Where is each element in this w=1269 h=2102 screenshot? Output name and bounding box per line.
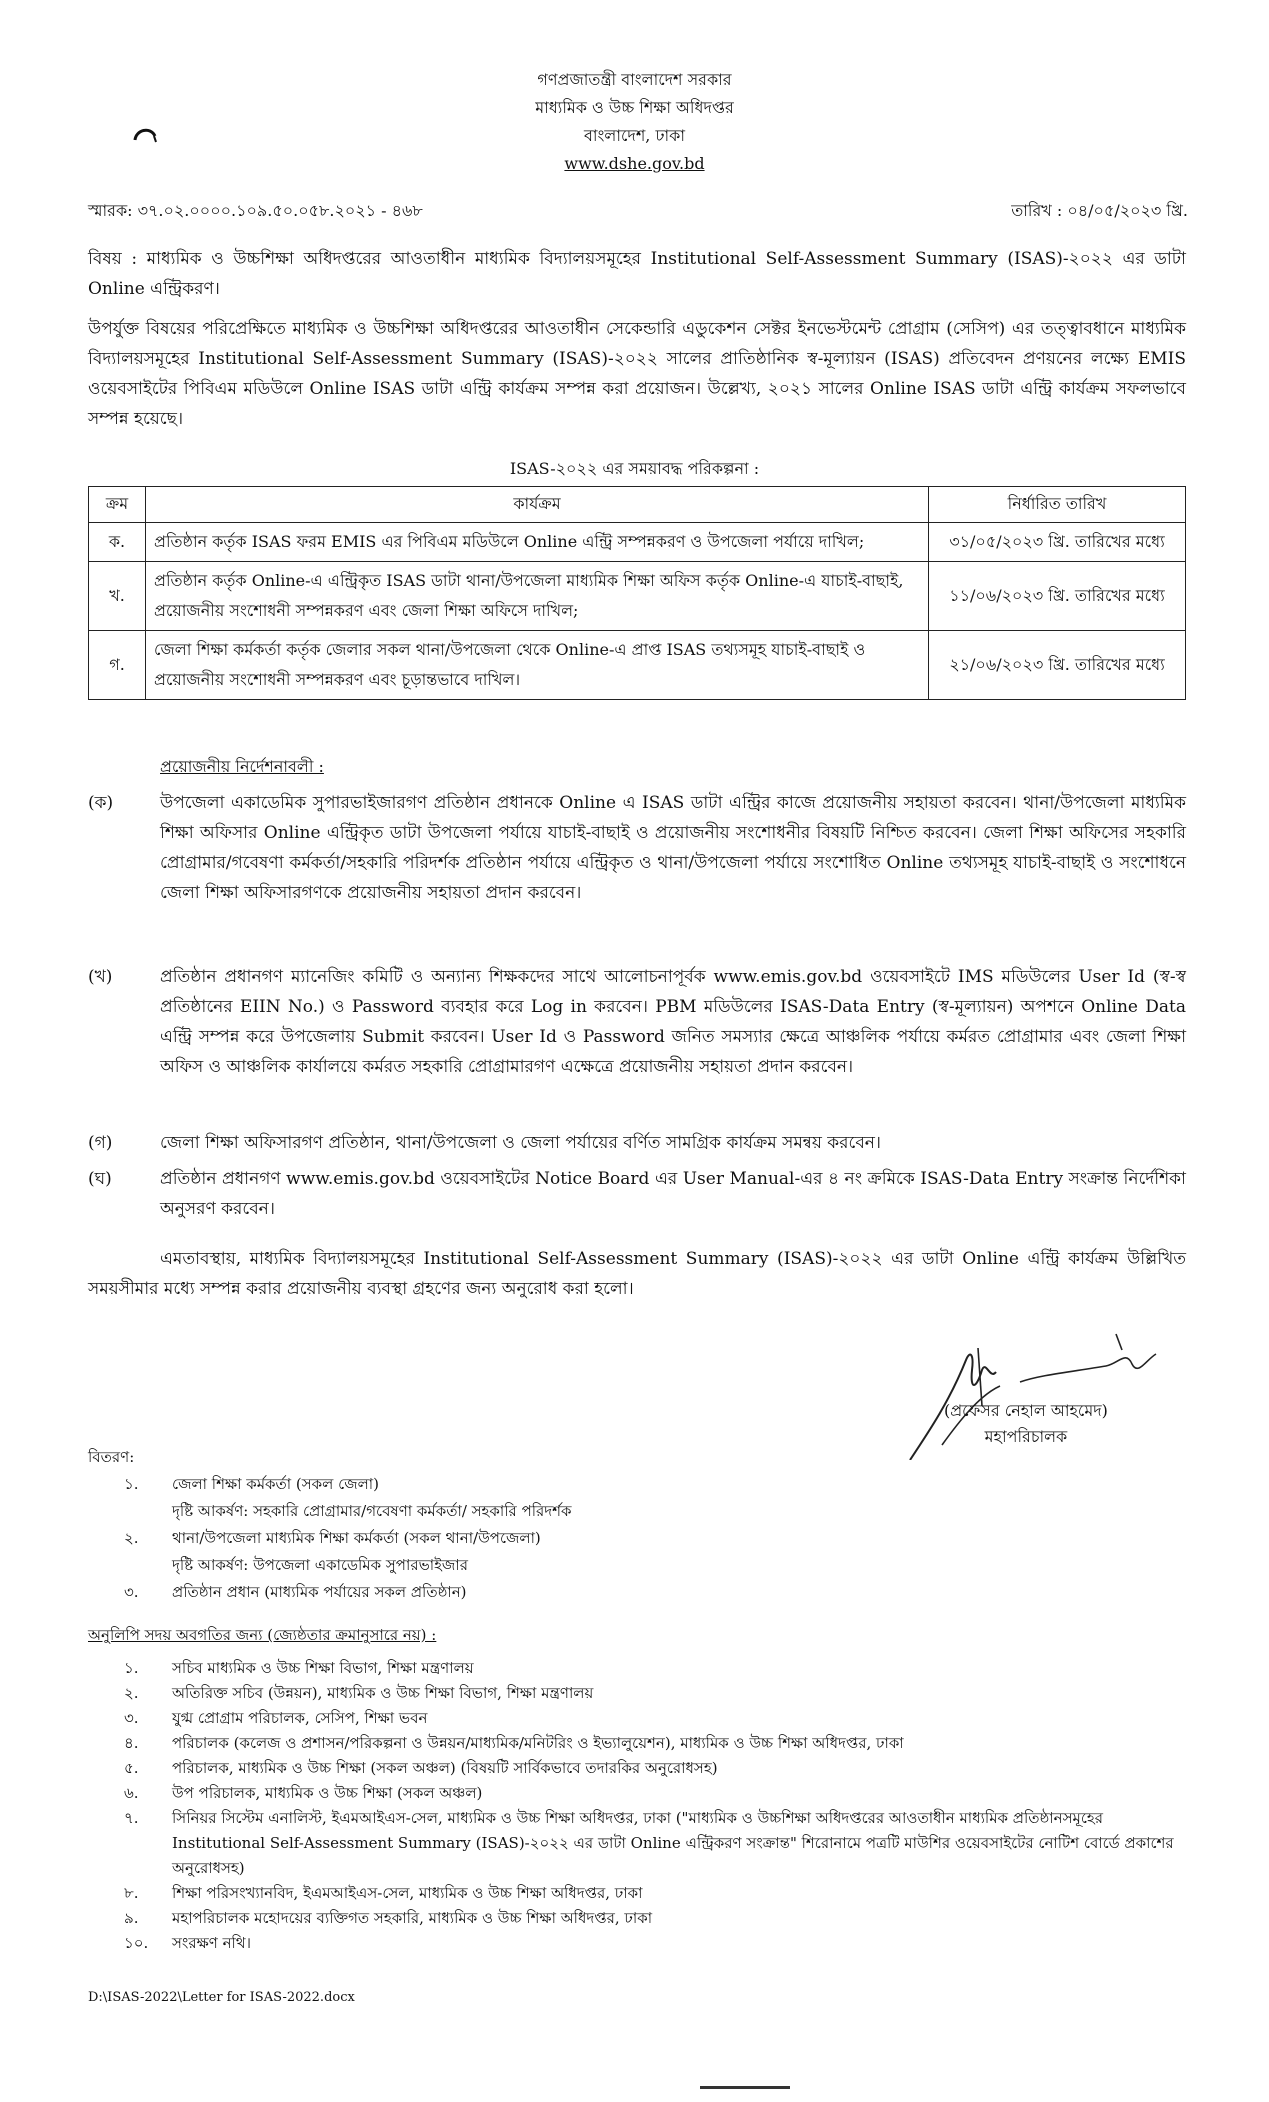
list-item: [88, 1706, 1188, 1731]
row-sl: গ.: [89, 631, 146, 700]
list-text: পরিচালক, মাধ্যমিক ও উচ্চ শিক্ষা (সকল অঞ্চল) (বিষয়টি সার্বিকভাবে তদারকির অনুরোধসহ): [172, 1759, 718, 1777]
plan-title: ISAS-২০২২ এর সময়াবদ্ধ পরিকল্পনা :: [509, 459, 760, 478]
list-note: দৃষ্টি আকর্ষণ: উপজেলা একাডেমিক সুপারভাইজার: [172, 1556, 468, 1574]
memo-reference: স্মারক: ৩৭.০২.০০০০.১০৯.৫০.০৫৮.২০২১ - ৪৬৮: [88, 201, 423, 220]
list-text: অতিরিক্ত সচিব (উন্নয়ন), মাধ্যমিক ও উচ্চ শিক্ষা বিভাগ, শিক্ষা মন্ত্রণালয়: [172, 1684, 594, 1702]
list-number: ২.: [124, 1529, 139, 1547]
list-item: [88, 1756, 1188, 1781]
list-number: ১.: [124, 1659, 139, 1677]
list-number: ৩.: [124, 1583, 139, 1601]
divider: [700, 2086, 790, 2089]
instruction-text: প্রতিষ্ঠান প্রধানগণ www.emis.gov.bd ওয়েবসাইটের Notice Board এর User Manual-এর ৪ নং ক্রমিকে ISAS-Data Entry সংক্রান্ত নির্দেশিকা অনুসরণ করবেন।: [160, 1169, 1186, 1219]
file-path: D:\ISAS-2022\Letter for ISAS-2022.docx: [88, 1990, 355, 2005]
subject-line: বিষয় : মাধ্যমিক ও উচ্চশিক্ষা অধিদপ্তরের আওতাধীন মাধ্যমিক বিদ্যালয়সমূহের Institutional Self-Assessment Summary (ISAS)-২০২২ এর ডাটা Online এন্ট্রিকরণ।: [88, 249, 1186, 299]
list-item: [88, 1906, 1188, 1931]
list-text: মহাপরিচালক মহোদয়ের ব্যক্তিগত সহকারি, মাধ্যমিক ও উচ্চ শিক্ষা অধিদপ্তর, ঢাকা: [172, 1909, 653, 1927]
list-item: [88, 1806, 1188, 1881]
copies-list: [88, 1656, 1188, 1956]
list-item: [88, 1881, 1188, 1906]
plan-table: [88, 486, 1186, 700]
list-text: জেলা শিক্ষা কর্মকর্তা (সকল জেলা): [172, 1475, 380, 1493]
list-item: [88, 1781, 1188, 1806]
signatory-name: (প্রফেসর নেহাল আহমেদ): [944, 1401, 1108, 1420]
list-text: উপ পরিচালক, মাধ্যমিক ও উচ্চ শিক্ষা (সকল অঞ্চল): [172, 1784, 483, 1802]
website-link[interactable]: www.dshe.gov.bd: [564, 154, 705, 173]
list-item: [88, 1931, 1188, 1956]
list-number: ১.: [124, 1475, 139, 1493]
list-item: [88, 1731, 1188, 1756]
list-number: ৭.: [124, 1809, 139, 1827]
list-number: ৮.: [124, 1884, 139, 1902]
list-number: ২.: [124, 1684, 139, 1702]
instruction-item: [88, 1128, 1186, 1158]
col-activity: কার্যক্রম: [146, 487, 929, 523]
distribution-list: [88, 1444, 1188, 1606]
copies-title: অনুলিপি সদয় অবগতির জন্য (জ্যেষ্ঠতার ক্রমানুসারে নয়) :: [88, 1626, 437, 1644]
list-text: পরিচালক (কলেজ ও প্রশাসন/পরিকল্পনা ও উন্নয়ন/মাধ্যমিক/মনিটরিং ও ইভ্যালুয়েশন), মাধ্যমিক ও উচ্চ শিক্ষা অধিদপ্তর, ঢাকা: [172, 1734, 904, 1752]
signatory-designation: মহাপরিচালক: [984, 1427, 1068, 1446]
instruction-text: উপজেলা একাডেমিক সুপারভাইজারগণ প্রতিষ্ঠান প্রধানকে Online এ ISAS ডাটা এন্ট্রির কাজে প্রয়োজনীয় সহায়তা করবেন। থানা/উপজেলা মাধ্যমিক শিক্ষা অফিসার Online এন্ট্রিকৃত ডাটা উপজেলা পর্যায়ে যাচাই-বাছাই ও প্রয়োজনীয় সংশোধনীর বিষয়টি নিশ্চিত করবেন। জেলা শিক্ষা অফিসের সহকারি প্রোগ্রামার/গবেষণা কর্মকর্তা/সহকারি পরিদর্শক প্রতিষ্ঠান পর্যায়ে এন্ট্রিকৃত ও থানা/উপজেলা পর্যায়ে সংশোধিত Online তথ্যসমূহ যাচাই-বাছাই ও সংশোধনে জেলা শিক্ষা অফিসারগণকে প্রয়োজনীয় সহায়তা প্রদান করবেন।: [160, 793, 1186, 903]
instruction-item: [88, 1164, 1186, 1224]
instruction-number: (গ): [88, 1133, 113, 1153]
distribution-label: বিতরণ:: [88, 1448, 135, 1466]
list-number: ৩.: [124, 1709, 139, 1727]
row-sl: ক.: [89, 523, 146, 562]
directorate-name: মাধ্যমিক ও উচ্চ শিক্ষা অধিদপ্তর: [535, 98, 734, 117]
letterhead: [0, 66, 1269, 178]
signatory: [944, 1398, 1108, 1450]
instruction-item: [88, 788, 1186, 908]
plan-header-row: [89, 487, 1186, 523]
list-text: সংরক্ষণ নথি।: [172, 1934, 251, 1952]
list-number: ৪.: [124, 1734, 139, 1752]
list-text: সচিব মাধ্যমিক ও উচ্চ শিক্ষা বিভাগ, শিক্ষা মন্ত্রণালয়: [172, 1659, 474, 1677]
list-number: ৯.: [124, 1909, 139, 1927]
list-text: প্রতিষ্ঠান প্রধান (মাধ্যমিক পর্যায়ের সকল প্রতিষ্ঠান): [172, 1583, 467, 1601]
instruction-number: (ক): [88, 793, 114, 813]
row-deadline: ৩১/০৫/২০২৩ খ্রি. তারিখের মধ্যে: [929, 523, 1186, 562]
list-number: ১০.: [124, 1934, 149, 1952]
list-text: থানা/উপজেলা মাধ্যমিক শিক্ষা কর্মকর্তা (সকল থানা/উপজেলা): [172, 1529, 541, 1547]
instruction-text: প্রতিষ্ঠান প্রধানগণ ম্যানেজিং কমিটি ও অন্যান্য শিক্ষকদের সাথে আলোচনাপূর্বক www.emis.gov.bd ওয়েবসাইটে IMS মডিউলের User Id (স্ব-স্ব প্রতিষ্ঠানের EIIN No.) ও Password ব্যবহার করে Log in করবেন। PBM মডিউলের ISAS-Data Entry (স্ব-মূল্যায়ন) অপশনে Online Data এন্ট্রি সম্পন্ন করে উপজেলায় Submit করবেন। User Id ও Password জনিত সমস্যার ক্ষেত্রে আঞ্চলিক পর্যায়ে কর্মরত প্রোগ্রামার এবং জেলা শিক্ষা অফিস ও আঞ্চলিক কার্যালয়ে কর্মরত সহকারি প্রোগ্রামারগণ এক্ষেত্রে প্রয়োজনীয় সহায়তা প্রদান করবেন।: [160, 967, 1186, 1077]
list-item: [88, 1656, 1188, 1681]
location: বাংলাদেশ, ঢাকা: [584, 126, 685, 145]
row-deadline: ১১/০৬/২০২৩ খ্রি. তারিখের মধ্যে: [929, 562, 1186, 631]
row-sl: খ.: [89, 562, 146, 631]
row-activity: জেলা শিক্ষা কর্মকর্তা কর্তৃক জেলার সকল থানা/উপজেলা থেকে Online-এ প্রাপ্ত ISAS তথ্যসমূহ যাচাই-বাছাই ও প্রয়োজনীয় সংশোধনী সম্পন্নকরণ এবং চূড়ান্তভাবে দাখিল।: [146, 631, 929, 700]
list-text: শিক্ষা পরিসংখ্যানবিদ, ইএমআইএস-সেল, মাধ্যমিক ও উচ্চ শিক্ষা অধিদপ্তর, ঢাকা: [172, 1884, 643, 1902]
govt-name: গণপ্রজাতন্ত্রী বাংলাদেশ সরকার: [537, 70, 732, 89]
col-deadline: নির্ধারিত তারিখ: [929, 487, 1186, 523]
memo-date: তারিখ : ০৪/০৫/২০২৩ খ্রি.: [1011, 201, 1188, 220]
row-activity: প্রতিষ্ঠান কর্তৃক Online-এ এন্ট্রিকৃত ISAS ডাটা থানা/উপজেলা মাধ্যমিক শিক্ষা অফিস কর্তৃক Online-এ যাচাই-বাছাই, প্রয়োজনীয় সংশোধনী সম্পন্নকরণ এবং জেলা শিক্ষা অফিসে দাখিল;: [146, 562, 929, 631]
instruction-number: (খ): [88, 967, 113, 987]
list-text: সিনিয়র সিস্টেম এনালিস্ট, ইএমআইএস-সেল, মাধ্যমিক ও উচ্চ শিক্ষা অধিদপ্তর, ঢাকা ("মাধ্যমিক ও উচ্চশিক্ষা অধিদপ্তরের আওতাধীন মাধ্যমিক প্রতিষ্ঠানসমূহের Institutional Self-Assessment Summary (ISAS)-২০২২ এর ডাটা Online এন্ট্রিকরণ সংক্রান্ত" শিরোনামে পত্রটি মাউশির ওয়েবসাইটের নোটিশ বোর্ডে প্রকাশের অনুরোধসহ): [172, 1809, 1174, 1877]
intro-paragraph: উপর্যুক্ত বিষয়ের পরিপ্রেক্ষিতে মাধ্যমিক ও উচ্চশিক্ষা অধিদপ্তরের আওতাধীন সেকেন্ডারি এডুকেশন সেক্টর ইনভেস্টমেন্ট প্রোগ্রাম (সেসিপ) এর তত্ত্বাবধানে মাধ্যমিক বিদ্যালয়সমূহের Institutional Self-Assessment Summary (ISAS)-২০২২ সালের প্রাতিষ্ঠানিক স্ব-মূল্যায়ন (ISAS) প্রতিবেদন প্রণয়নের লক্ষ্যে EMIS ওয়েবসাইটের পিবিএম মডিউলে Online ISAS ডাটা এন্ট্রি কার্যক্রম সম্পন্ন করা প্রয়োজন। উল্লেখ্য, ২০২১ সালের Online ISAS ডাটা এন্ট্রি কার্যক্রম সফলভাবে সম্পন্ন হয়েছে।: [88, 319, 1186, 429]
list-note: দৃষ্টি আকর্ষণ: সহকারি প্রোগ্রামার/গবেষণা কর্মকর্তা/ সহকারি পরিদর্শক: [172, 1502, 572, 1520]
list-item: [88, 1471, 1188, 1525]
table-row: [89, 562, 1186, 631]
instructions-title: প্রয়োজনীয় নির্দেশনাবলী :: [160, 757, 324, 776]
instruction-text: জেলা শিক্ষা অফিসারগণ প্রতিষ্ঠান, থানা/উপজেলা ও জেলা পর্যায়ের বর্ণিত সামগ্রিক কার্যক্রম সমন্বয় করবেন।: [160, 1133, 882, 1153]
list-number: ৬.: [124, 1784, 139, 1802]
list-item: [88, 1525, 1188, 1579]
list-number: ৫.: [124, 1759, 139, 1777]
closing-paragraph: এমতাবস্থায়, মাধ্যমিক বিদ্যালয়সমূহের Institutional Self-Assessment Summary (ISAS)-২০২২ এর ডাটা Online এন্ট্রি কার্যক্রম উল্লিখিত সময়সীমার মধ্যে সম্পন্ন করার প্রয়োজনীয় ব্যবস্থা গ্রহণের জন্য অনুরোধ করা হলো।: [88, 1249, 1186, 1299]
row-deadline: ২১/০৬/২০২৩ খ্রি. তারিখের মধ্যে: [929, 631, 1186, 700]
list-item: [88, 1579, 1188, 1606]
list-text: যুগ্ম প্রোগ্রাম পরিচালক, সেসিপ, শিক্ষা ভবন: [172, 1709, 428, 1727]
list-item: [88, 1681, 1188, 1706]
table-row: [89, 631, 1186, 700]
row-activity: প্রতিষ্ঠান কর্তৃক ISAS ফরম EMIS এর পিবিএম মডিউলে Online এন্ট্রি সম্পন্নকরণ ও উপজেলা পর্যায়ে দাখিল;: [146, 523, 929, 562]
table-row: [89, 523, 1186, 562]
instruction-item: [88, 962, 1186, 1082]
instruction-number: (ঘ): [88, 1169, 112, 1189]
col-sl: ক্রম: [89, 487, 146, 523]
